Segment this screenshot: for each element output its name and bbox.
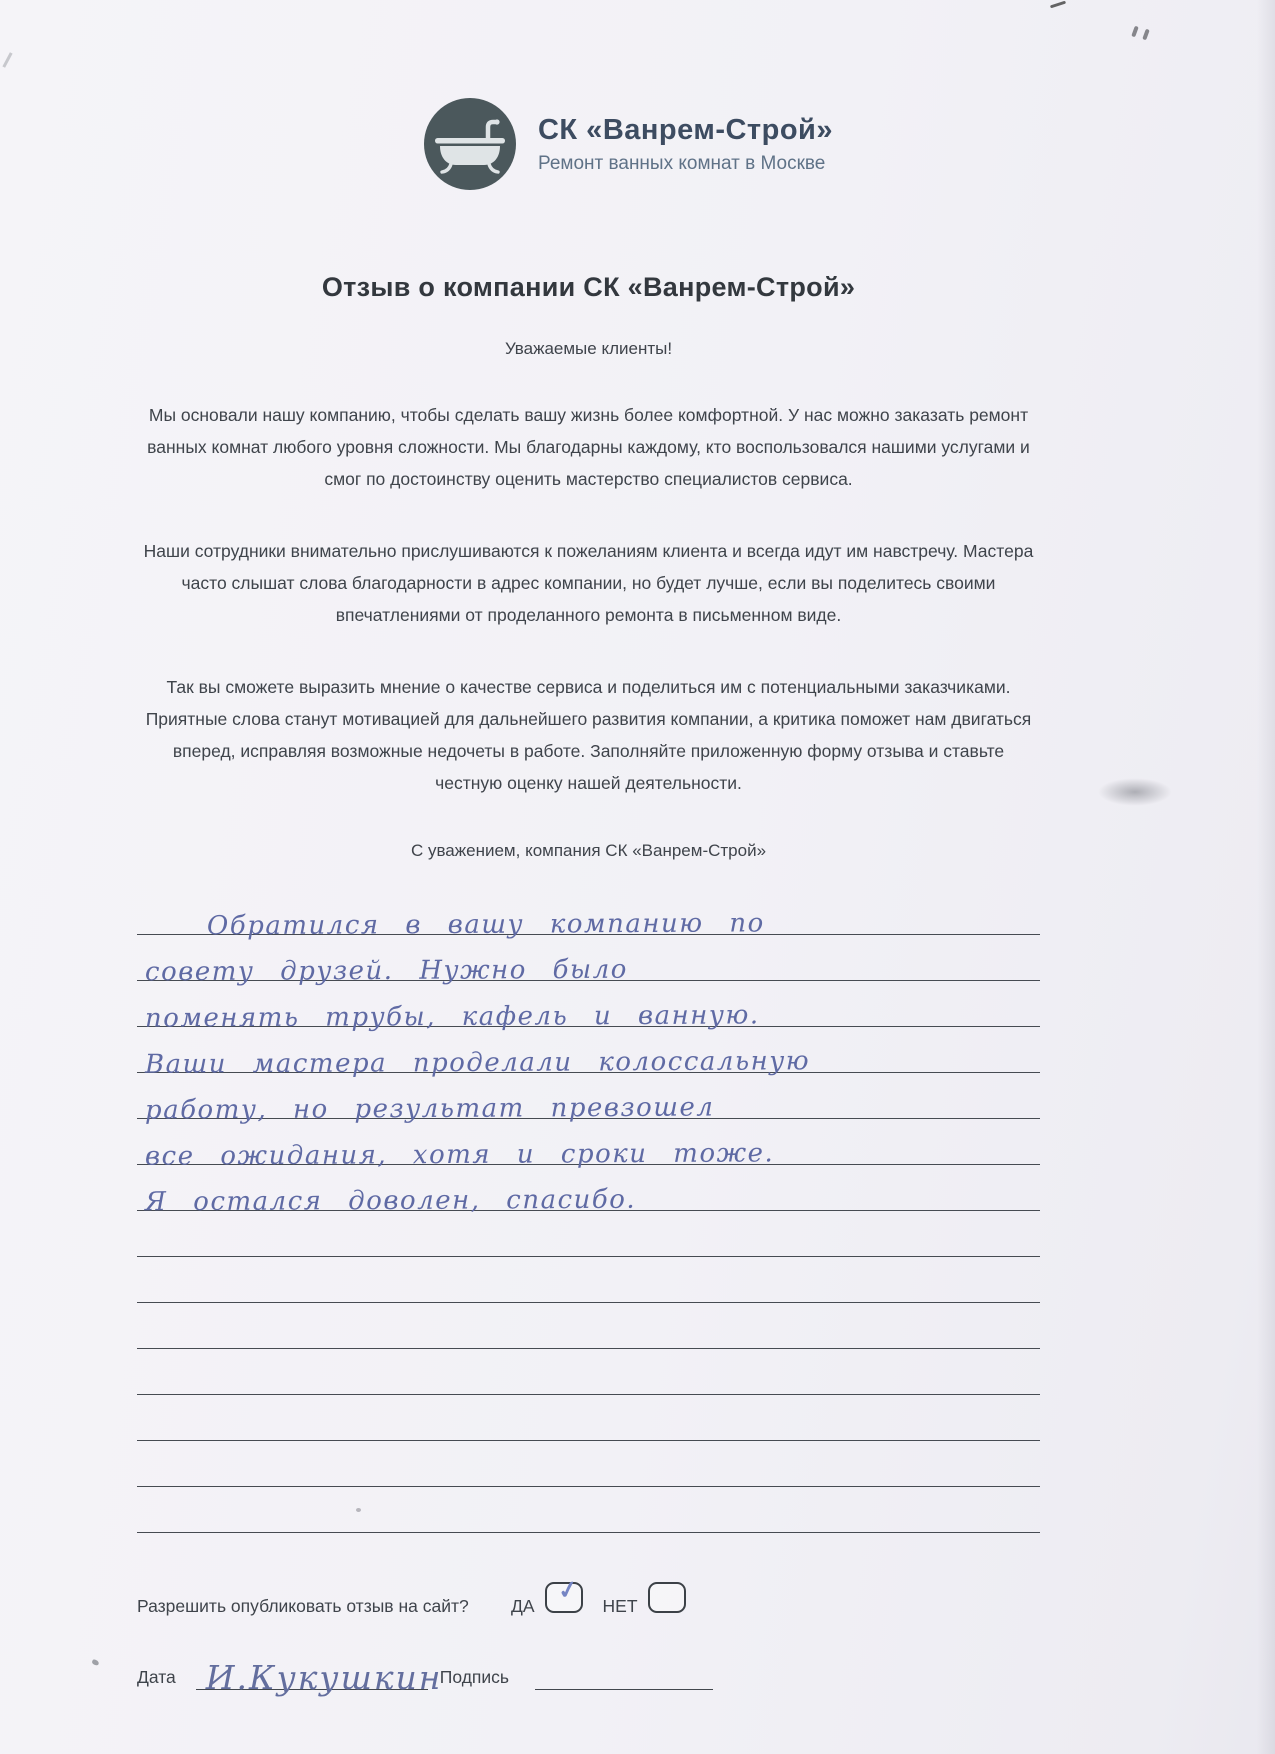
- handwritten-text: все ожидания, хотя и сроки тоже.: [144, 1138, 775, 1172]
- yes-checkbox[interactable]: [545, 1575, 583, 1613]
- publish-question: Разрешить опубликовать отзыв на сайт?: [137, 1596, 469, 1616]
- scan-edge-shadow: [1257, 0, 1275, 1754]
- review-line: [137, 889, 1040, 942]
- review-line-blank: [137, 1395, 1040, 1441]
- no-label: НЕТ: [602, 1596, 638, 1616]
- scan-artifact: [91, 1659, 99, 1666]
- company-logo: [422, 96, 518, 192]
- bathtub-icon: [422, 96, 518, 192]
- company-header: [0, 0, 1275, 192]
- closing-line: С уважением, компания СК «Ванрем-Строй»: [410, 841, 767, 860]
- signature-field: [535, 1656, 713, 1690]
- review-line: [137, 1119, 1040, 1172]
- checkmark-icon: ✓: [556, 1575, 581, 1606]
- handwritten-text: совету друзей. Нужно было: [144, 954, 628, 988]
- review-line-blank: [137, 1257, 1040, 1303]
- intro-paragraph-3: Так вы сможете выразить мнение о качестве сервиса и поделиться им с потенциальными заказчиками. Приятные слова станут мотивацией для дальнейшего развития компании, а критика поможет нам двигаться вперед, исправляя возможные недочеты в работе. Заполняйте приложенную форму отзыва и ставьте честную оценку нашей деятельности.: [145, 677, 1032, 793]
- date-label: Дата: [137, 1667, 176, 1687]
- publish-permission-row: [137, 1575, 1040, 1622]
- review-line-blank: [137, 1349, 1040, 1395]
- handwritten-text: Обратился в вашу компанию по: [206, 908, 765, 942]
- signature-label: Подпись: [439, 1667, 510, 1687]
- page-title: Отзыв о компании СК «Ванрем-Строй»: [321, 272, 856, 302]
- brand-text-block: [538, 114, 833, 175]
- handwritten-text: Ваши мастера проделали колоссальную: [144, 1046, 811, 1080]
- handwritten-text: Я остался доволен, спасибо.: [144, 1184, 637, 1218]
- intro-paragraph-1: Мы основали нашу компанию, чтобы сделать вашу жизнь более комфортной. У нас можно заказать ремонт ванных комнат любого уровня сложности. Мы благодарны каждому, кто воспользовался нашими услугами и смог по достоинству оценить мастерство специалистов сервиса.: [147, 405, 1030, 489]
- review-line-blank: [137, 1211, 1040, 1257]
- company-tagline: Ремонт ванных комнат в Москве: [537, 152, 826, 174]
- handwritten-text: поменять трубы, кафель и ванную.: [144, 1000, 760, 1034]
- review-line: [137, 1027, 1040, 1080]
- review-line: [137, 1073, 1040, 1126]
- review-line: [137, 981, 1040, 1034]
- review-line-blank: [137, 1487, 1040, 1533]
- date-signature-row: [137, 1656, 1040, 1697]
- no-checkbox[interactable]: [648, 1582, 686, 1613]
- handwritten-text: работу, но результат превзошел: [144, 1092, 715, 1126]
- intro-paragraph-2: Наши сотрудники внимательно прислушиваются к пожеланиям клиента и всегда идут им навстречу. Мастера часто слышат слова благодарности в адрес компании, но будет лучше, если вы поделитесь своими впечатлениями от проделанного ремонта в письменном виде.: [143, 541, 1034, 625]
- greeting-line: Уважаемые клиенты!: [504, 339, 673, 358]
- review-line-blank: [137, 1303, 1040, 1349]
- yes-label: ДА: [511, 1596, 535, 1616]
- company-name: СК «Ванрем-Строй»: [537, 113, 834, 146]
- review-write-area: [137, 889, 1040, 1533]
- review-line: [137, 1165, 1040, 1218]
- review-line-blank: [137, 1441, 1040, 1487]
- review-line: [137, 935, 1040, 988]
- date-field: [196, 1656, 443, 1697]
- scan-artifact: [1098, 778, 1172, 806]
- handwritten-name: И.Кукушкин: [205, 1658, 443, 1697]
